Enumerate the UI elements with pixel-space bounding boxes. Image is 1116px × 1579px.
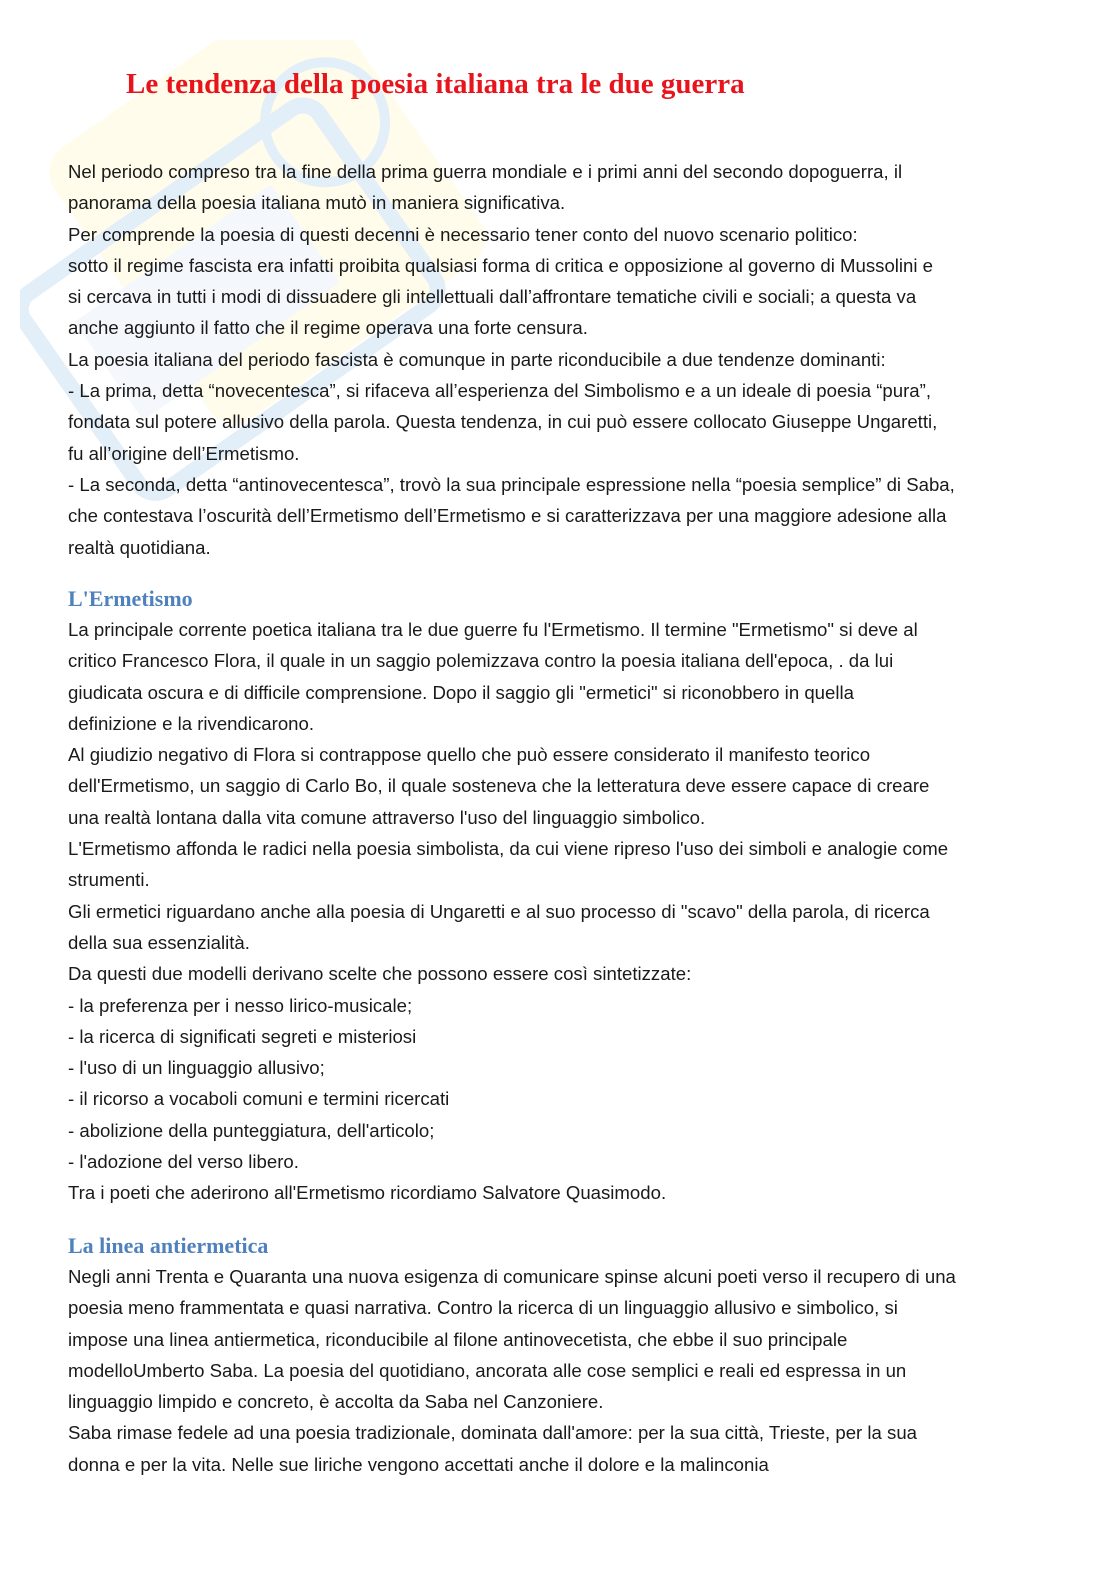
text-line: dell'Ermetismo, un saggio di Carlo Bo, il quale sosteneva che la letteratura deve essere capace di creare bbox=[68, 775, 930, 797]
text-line: che contestava l’oscurità dell’Ermetismo dell’Ermetismo e si caratterizzava per una maggiore adesione alla bbox=[68, 505, 947, 527]
text-line: fu all’origine dell’Ermetismo. bbox=[68, 442, 300, 464]
text-line: La principale corrente poetica italiana tra le due guerre fu l'Ermetismo. Il termine "Ermetismo" si deve al bbox=[68, 619, 918, 640]
text-line: donna e per la vita. Nelle sue liriche vengono accettati anche il dolore e la malinconia bbox=[68, 1453, 769, 1475]
text-line: Saba rimase fedele ad una poesia tradizionale, dominata dall'amore: per la sua città, Trieste, per la sua bbox=[68, 1422, 918, 1444]
text-line: Per comprende la poesia di questi decenni è necessario tener conto del nuovo scenario politico: bbox=[68, 223, 858, 245]
section-heading: L'Ermetismo bbox=[68, 586, 193, 611]
text-line: Negli anni Trenta e Quaranta una nuova esigenza di comunicare spinse alcuni poeti verso il recupero di una bbox=[68, 1266, 956, 1287]
text-line: definizione e la rivendicarono. bbox=[68, 712, 315, 734]
text-line: anche aggiunto il fatto che il regime operava una forte censura. bbox=[68, 317, 588, 339]
text-line: Tra i poeti che aderirono all'Ermetismo ricordiamo Salvatore Quasimodo. bbox=[68, 1182, 667, 1204]
list-item: - abolizione della punteggiatura, dell'articolo; bbox=[68, 1119, 435, 1141]
text-line: La poesia italiana del periodo fascista è comunque in parte riconducibile a due tendenze dominanti: bbox=[68, 348, 886, 370]
text-line: realtà quotidiana. bbox=[68, 536, 211, 558]
text-line: impose una linea antiermetica, riconducibile al filone antinovecetista, che ebbe il suo principale bbox=[68, 1328, 848, 1350]
text-line: sotto il regime fascista era infatti proibita qualsiasi forma di critica e opposizione al governo di Mussolini e bbox=[68, 254, 934, 276]
text-line: critico Francesco Flora, il quale in un saggio polemizzava contro la poesia italiana dell'epoca, . da lui bbox=[68, 650, 894, 672]
text-line: giudicata oscura e di difficile comprensione. Dopo il saggio gli "ermetici" si riconobbero in quella bbox=[68, 681, 854, 703]
text-line: Nel periodo compreso tra la fine della prima guerra mondiale e i primi anni del secondo dopoguerra, il bbox=[68, 161, 903, 182]
list-item: - l'adozione del verso libero. bbox=[68, 1151, 299, 1173]
list-item: - la preferenza per i nesso lirico-musicale; bbox=[68, 994, 413, 1016]
text-line: Da questi due modelli derivano scelte che possono essere così sintetizzate: bbox=[68, 963, 692, 985]
text-line: L'Ermetismo affonda le radici nella poesia simbolista, da cui viene ripreso l'uso dei simboli e analogie come bbox=[68, 838, 949, 860]
text-line: linguaggio limpido e concreto, è accolta da Saba nel Canzoniere. bbox=[68, 1391, 604, 1413]
list-item: - l'uso di un linguaggio allusivo; bbox=[68, 1057, 325, 1079]
text-line: - La prima, detta “novecentesca”, si rifaceva all’esperienza del Simbolismo e a un ideale di poesia “pura”, bbox=[68, 380, 931, 402]
list-item: - la ricerca di significati segreti e misteriosi bbox=[68, 1025, 417, 1047]
text-line: si cercava in tutti i modi di dissuadere gli intellettuali dall’affrontare tematiche civili e sociali; a questa va bbox=[68, 286, 917, 308]
section-linea-antiermetica bbox=[68, 1231, 1058, 1480]
text-line: poesia meno frammentata e quasi narrativa. Contro la ricerca di un linguaggio allusivo e simbolico, si bbox=[68, 1297, 898, 1319]
text-line: modelloUmberto Saba. La poesia del quotidiano, ancorata alle cose semplici e reali ed espressa in un bbox=[68, 1359, 907, 1381]
page-title: Le tendenza della poesia italiana tra le due guerra bbox=[126, 68, 745, 100]
text-line: fondata sul potere allusivo della parola. Questa tendenza, in cui può essere collocato Giuseppe Ungaretti, bbox=[68, 411, 938, 433]
section-heading: La linea antiermetica bbox=[68, 1233, 269, 1258]
text-line: strumenti. bbox=[68, 869, 150, 891]
text-line: Al giudizio negativo di Flora si contrappose quello che può essere considerato il manifesto teorico bbox=[68, 744, 871, 766]
text-line: - La seconda, detta “antinovecentesca”, trovò la sua principale espressione nella “poesia semplice” di Saba, bbox=[68, 473, 955, 495]
text-line: della sua essenzialità. bbox=[68, 931, 250, 953]
intro-paragraphs bbox=[68, 156, 1058, 563]
text-line: panorama della poesia italiana mutò in maniera significativa. bbox=[68, 192, 566, 214]
text-line: una realtà lontana dalla vita comune attraverso l'uso del linguaggio simbolico. bbox=[68, 806, 706, 828]
list-item: - il ricorso a vocaboli comuni e termini ricercati bbox=[68, 1088, 450, 1110]
section-ermetismo bbox=[68, 584, 1058, 1209]
text-line: Gli ermetici riguardano anche alla poesia di Ungaretti e al suo processo di "scavo" della parola, di ricerca bbox=[68, 900, 930, 922]
